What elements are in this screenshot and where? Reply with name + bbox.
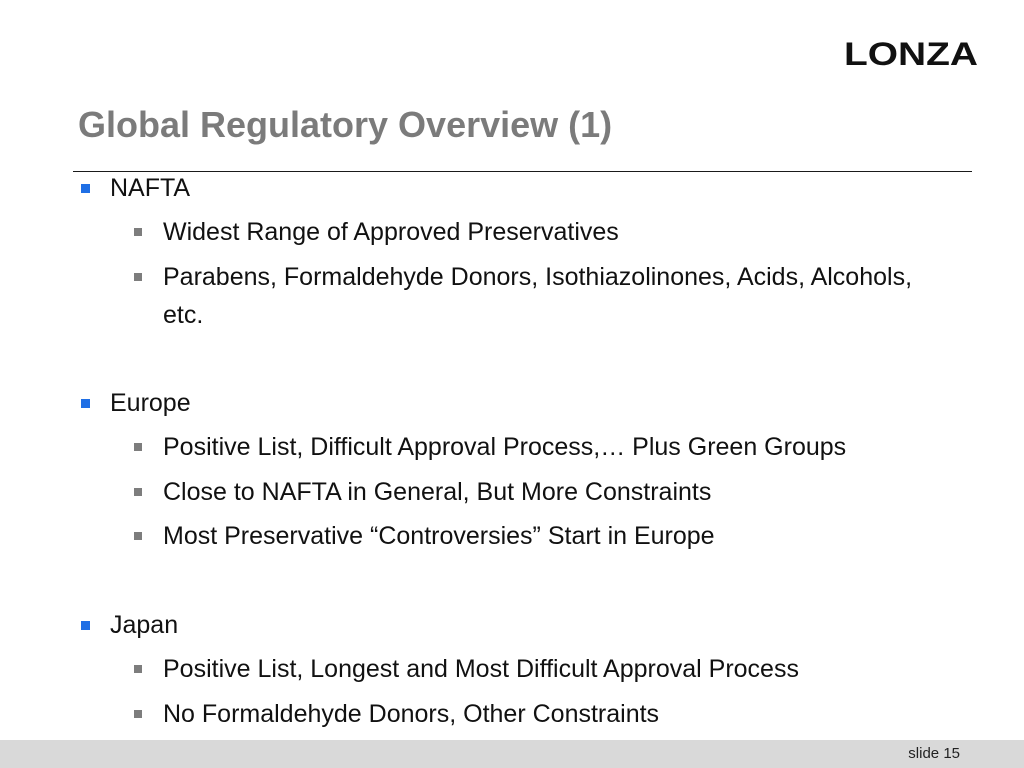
- sub-bullet-text: Close to NAFTA in General, But More Constraints: [163, 478, 712, 506]
- bullet-heading: Japan: [110, 611, 179, 639]
- title-divider: [73, 171, 972, 172]
- slide-number: slide 15: [908, 745, 960, 762]
- sub-bullet-text: Parabens, Formaldehyde Donors, Isothiazolinones, Acids, Alcohols, etc.: [163, 263, 913, 329]
- lonza-logo: [838, 32, 986, 76]
- square-bullet-icon: [81, 399, 90, 408]
- lonza-logo-mark: [838, 32, 986, 76]
- square-bullet-icon: [81, 184, 90, 193]
- square-bullet-icon: [134, 665, 142, 673]
- square-bullet-icon: [134, 488, 142, 496]
- footer-bar: [0, 740, 1024, 768]
- square-bullet-icon: [134, 710, 142, 718]
- square-bullet-icon: [134, 273, 142, 281]
- square-bullet-icon: [81, 621, 90, 630]
- sub-bullet-text: Widest Range of Approved Preservatives: [163, 218, 619, 246]
- sub-bullet-text: Most Preservative “Controversies” Start in Europe: [163, 522, 715, 550]
- square-bullet-icon: [134, 443, 142, 451]
- sub-bullet-text: No Formaldehyde Donors, Other Constraints: [163, 700, 660, 728]
- square-bullet-icon: [134, 228, 142, 236]
- sub-bullet-text: Positive List, Longest and Most Difficult Approval Process: [163, 655, 799, 683]
- sub-bullet-text: Positive List, Difficult Approval Process,… Plus Green Groups: [163, 433, 847, 461]
- slide-title: Global Regulatory Overview (1): [78, 104, 613, 145]
- bullet-heading: NAFTA: [110, 174, 191, 202]
- bullet-heading: Europe: [110, 389, 191, 417]
- square-bullet-icon: [134, 532, 142, 540]
- logo-wordmark: LONZA: [844, 36, 978, 72]
